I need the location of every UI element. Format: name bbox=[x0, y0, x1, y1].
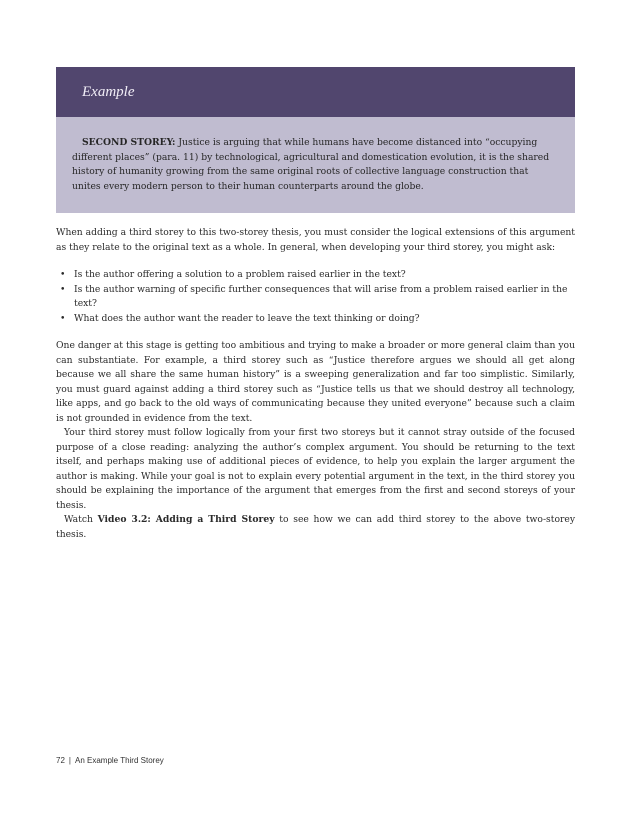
example-title: Example bbox=[82, 83, 135, 100]
example-body bbox=[56, 117, 575, 213]
list-item: • Is the author warning of specific further consequences that will arise from a problem raised earlier in the text? bbox=[60, 283, 568, 309]
example-text: Justice is arguing that while humans have become distanced into “occupying different places” (para. 11) by technological, agricultural and domestication evolution, it is the shared history of humanity growing from the same original roots of collective language construction that unites every modern person to their human counterparts around the globe. bbox=[72, 137, 550, 192]
main-content bbox=[56, 226, 575, 542]
intro-paragraph: When adding a third storey to this two-storey thesis, you must consider the logical extensions of this argument as they relate to the original text as a whole. In general, when developing your third storey, you might ask: bbox=[56, 227, 575, 253]
footer-separator: | bbox=[68, 756, 71, 765]
bullet-icon: • bbox=[60, 312, 66, 324]
running-title: An Example Third Storey bbox=[74, 756, 164, 765]
example-label: SECOND STOREY: bbox=[82, 137, 176, 148]
third-storey-paragraph: Your third storey must follow logically from your first two storeys but it cannot stray outside of the focused purpose of a close reading: analyzing the author’s complex argument. You should be returning to the text itself, and perhaps making use of additional pieces of evidence, to help you explain the larger argument the author is making. While your goal is not to explain every potential argument in the text, in the third storey you should be explaining the importance of the argument that emerges from the first and second storeys of your thesis. bbox=[56, 427, 575, 511]
page-number: 72 bbox=[56, 756, 65, 765]
list-item: • Is the author offering a solution to a problem raised earlier in the text? bbox=[56, 268, 575, 283]
example-box bbox=[56, 67, 575, 213]
bullet-icon: • bbox=[60, 269, 66, 280]
list-item: • What does the author want the reader to leave the text thinking or doing? bbox=[56, 312, 575, 327]
example-header bbox=[56, 67, 575, 117]
video-link[interactable]: Video 3.2: Adding a Third Storey bbox=[97, 514, 275, 525]
bullet-icon: • bbox=[60, 283, 66, 295]
danger-paragraph: One danger at this stage is getting too ambitious and trying to make a broader or more general claim than you can substantiate. For example, a third storey such as “Justice therefore argues we should all get along because we all share the same human history” is a sweeping generalization and far too simplistic. Similarly, you must guard against adding a third storey such as “Justice tells us that we should destroy all technology, like apps, and go back to the old ways of communicating because they united everyone” because such a claim is not grounded in evidence from the text. bbox=[56, 340, 575, 424]
video-paragraph: Watch Video 3.2: Adding a Third Storey to see how we can add third storey to the above two-storey thesis. bbox=[56, 514, 576, 540]
page-footer bbox=[56, 756, 164, 765]
question-list bbox=[56, 268, 575, 326]
